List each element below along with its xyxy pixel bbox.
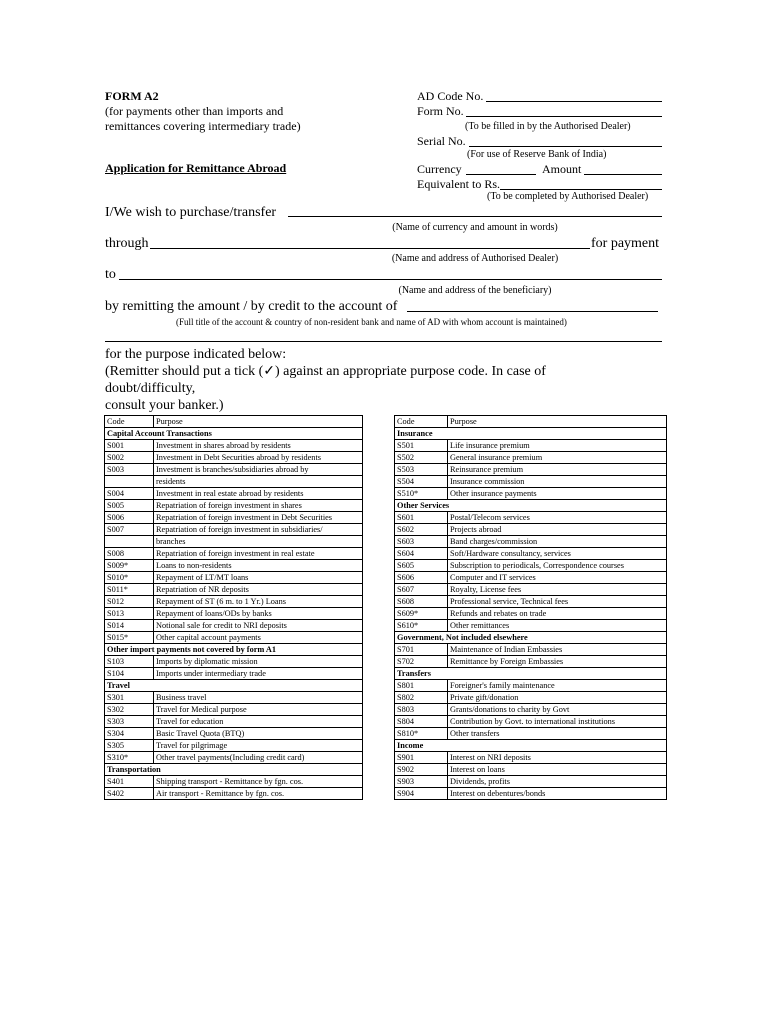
purpose-code[interactable]: S013: [105, 608, 154, 620]
purpose-description: Refunds and rebates on trade: [448, 608, 667, 620]
purpose-description: Life insurance premium: [448, 440, 667, 452]
purpose-code[interactable]: S608: [395, 596, 448, 608]
code-column-header: Code: [395, 416, 448, 428]
purpose-code-row: [105, 500, 363, 512]
purpose-description: Repatriation of foreign investment in Debt Securities: [154, 512, 363, 524]
purpose-code-row: [395, 464, 667, 476]
purpose-code-row: [105, 512, 363, 524]
form-title: FORM A2: [105, 89, 159, 103]
purpose-description: Dividends, profits: [448, 776, 667, 788]
purpose-description: Projects abroad: [448, 524, 667, 536]
purpose-code-row: [105, 752, 363, 764]
purpose-code-row: [105, 740, 363, 752]
purpose-description: branches: [154, 536, 363, 548]
rbi-use-note: (For use of Reserve Bank of India): [467, 149, 607, 160]
beneficiary-note: (Name and address of the beneficiary): [398, 285, 552, 296]
purpose-code-row: [395, 620, 667, 632]
purpose-description: Travel for pilgrimage: [154, 740, 363, 752]
purpose-description: Other capital account payments: [154, 632, 363, 644]
purpose-code[interactable]: S304: [105, 728, 154, 740]
purpose-description: Interest on NRI deposits: [448, 752, 667, 764]
purpose-code[interactable]: S310*: [105, 752, 154, 764]
purpose-code-row: [395, 572, 667, 584]
purpose-code-row: [395, 728, 667, 740]
purpose-description: Business travel: [154, 692, 363, 704]
purpose-code[interactable]: S610*: [395, 620, 448, 632]
purpose-description: Professional service, Technical fees: [448, 596, 667, 608]
through-text: through: [105, 236, 149, 251]
purpose-code-row: [105, 620, 363, 632]
purpose-code[interactable]: S903: [395, 776, 448, 788]
equivalent-label: Equivalent to Rs.: [417, 177, 500, 191]
purpose-line2: (Remitter should put a tick (✓) against an appropriate purpose code. In case of: [105, 364, 546, 379]
purpose-code[interactable]: S002: [105, 452, 154, 464]
purpose-code[interactable]: S502: [395, 452, 448, 464]
section-title: Income: [395, 740, 667, 752]
purpose-code[interactable]: S604: [395, 548, 448, 560]
section-header-row: [105, 644, 363, 656]
section-title: Insurance: [395, 428, 667, 440]
ad-code-field[interactable]: [486, 101, 662, 102]
purpose-code-row: [395, 596, 667, 608]
purpose-description: Repayment of loans/ODs by banks: [154, 608, 363, 620]
section-title: Travel: [105, 680, 363, 692]
purpose-description: Investment in Debt Securities abroad by residents: [154, 452, 363, 464]
purpose-description: Other transfers: [448, 728, 667, 740]
purpose-code-row: [105, 560, 363, 572]
purpose-code-row: [395, 476, 667, 488]
purpose-description: Repatriation of foreign investment in subsidiaries/: [154, 524, 363, 536]
purpose-description: Basic Travel Quota (BTQ): [154, 728, 363, 740]
purpose-code[interactable]: S810*: [395, 728, 448, 740]
purpose-code[interactable]: S003: [105, 464, 154, 476]
purpose-code-row: [105, 632, 363, 644]
purpose-code[interactable]: S015*: [105, 632, 154, 644]
purpose-code-row: [395, 584, 667, 596]
section-header-row: [395, 740, 667, 752]
table-header-row: [105, 416, 363, 428]
purpose-description: Royalty, License fees: [448, 584, 667, 596]
purpose-code-row: [105, 668, 363, 680]
purpose-description: Contribution by Govt. to international institutions: [448, 716, 667, 728]
purpose-code[interactable]: S010*: [105, 572, 154, 584]
amount-label: Amount: [542, 162, 582, 176]
completed-by-ad-note: (To be completed by Authorised Dealer): [487, 191, 649, 202]
purpose-description: Travel for education: [154, 716, 363, 728]
purpose-description: Imports by diplomatic mission: [154, 656, 363, 668]
purpose-code-row: [395, 704, 667, 716]
purpose-code-row: [395, 536, 667, 548]
purpose-description: Shipping transport - Remittance by fgn. cos.: [154, 776, 363, 788]
purpose-code-row: [395, 644, 667, 656]
purpose-code[interactable]: S901: [395, 752, 448, 764]
purpose-code[interactable]: S504: [395, 476, 448, 488]
account-field-line2[interactable]: [105, 341, 662, 342]
application-title: Application for Remittance Abroad: [105, 161, 287, 175]
purpose-description: Other insurance payments: [448, 488, 667, 500]
table-header-row: [395, 416, 667, 428]
purpose-description: Repatriation of foreign investment in shares: [154, 500, 363, 512]
section-header-row: [105, 428, 363, 440]
purpose-line4: consult your banker.): [105, 398, 224, 413]
purpose-code[interactable]: S008: [105, 548, 154, 560]
purpose-code[interactable]: S402: [105, 788, 154, 800]
purpose-code[interactable]: S401: [105, 776, 154, 788]
purpose-description: Computer and IT services: [448, 572, 667, 584]
purpose-code-row: [395, 692, 667, 704]
purpose-description: Loans to non-residents: [154, 560, 363, 572]
purpose-description: Air transport - Remittance by fgn. cos.: [154, 788, 363, 800]
purpose-code-row: [105, 596, 363, 608]
purpose-description: Notional sale for credit to NRI deposits: [154, 620, 363, 632]
right-purpose-code-table: [394, 415, 667, 800]
section-header-row: [105, 680, 363, 692]
purpose-description: Imports under intermediary trade: [154, 668, 363, 680]
purpose-code-row: [105, 692, 363, 704]
purpose-code-row: [105, 464, 363, 476]
purpose-code[interactable]: S012: [105, 596, 154, 608]
purpose-description: Repayment of LT/MT loans: [154, 572, 363, 584]
purpose-code[interactable]: S701: [395, 644, 448, 656]
purpose-code-row: [395, 608, 667, 620]
purpose-code-row: [105, 524, 363, 536]
purpose-code-row: [395, 488, 667, 500]
ad-name-note: (Name and address of Authorised Dealer): [391, 253, 559, 264]
purpose-code-row: [105, 704, 363, 716]
purpose-code-row: [395, 776, 667, 788]
purpose-code-row: [395, 548, 667, 560]
section-header-row: [395, 668, 667, 680]
to-text: to: [105, 267, 116, 282]
purpose-description: Postal/Telecom services: [448, 512, 667, 524]
purpose-code-row: [395, 560, 667, 572]
purpose-code-row: [105, 452, 363, 464]
purpose-code-row: [395, 788, 667, 800]
purpose-code[interactable]: S014: [105, 620, 154, 632]
purpose-description: Foreigner's family maintenance: [448, 680, 667, 692]
purpose-code-row: [395, 764, 667, 776]
serial-no-field[interactable]: [469, 146, 662, 147]
purpose-code-row: [105, 476, 363, 488]
form-subtitle-line2: remittances covering intermediary trade): [105, 119, 301, 133]
purpose-code[interactable]: [105, 536, 154, 548]
purpose-code-row: [395, 440, 667, 452]
purpose-code[interactable]: S605: [395, 560, 448, 572]
section-header-row: [105, 764, 363, 776]
purpose-code-row: [395, 524, 667, 536]
purpose-code[interactable]: S009*: [105, 560, 154, 572]
purpose-description: Soft/Hardware consultancy, services: [448, 548, 667, 560]
purpose-code[interactable]: S103: [105, 656, 154, 668]
section-title: Government, Not included elsewhere: [395, 632, 667, 644]
purpose-column-header: Purpose: [154, 416, 363, 428]
currency-note: (Name of currency and amount in words): [392, 222, 558, 233]
purpose-description: Private gift/donation: [448, 692, 667, 704]
purpose-description: Repatriation of foreign investment in real estate: [154, 548, 363, 560]
code-column-header: Code: [105, 416, 154, 428]
filled-by-ad-note: (To be filled in by the Authorised Dealer): [465, 121, 631, 132]
purpose-code[interactable]: S011*: [105, 584, 154, 596]
purpose-code-row: [105, 572, 363, 584]
section-title: Other Services: [395, 500, 667, 512]
purpose-code-row: [105, 584, 363, 596]
purpose-code[interactable]: S803: [395, 704, 448, 716]
purpose-code[interactable]: S902: [395, 764, 448, 776]
purpose-code[interactable]: S001: [105, 440, 154, 452]
purpose-description: Remittance by Foreign Embassies: [448, 656, 667, 668]
account-note: (Full title of the account & country of non-resident bank and name of AD with whom account is maintained): [176, 317, 567, 327]
purpose-code[interactable]: S503: [395, 464, 448, 476]
purpose-code-row: [105, 656, 363, 668]
purpose-code[interactable]: S904: [395, 788, 448, 800]
purpose-code-row: [105, 536, 363, 548]
purpose-description: Investment is branches/subsidiaries abroad by: [154, 464, 363, 476]
purpose-code[interactable]: S302: [105, 704, 154, 716]
purpose-description: Interest on debentures/bonds: [448, 788, 667, 800]
purpose-code-row: [105, 488, 363, 500]
purpose-code-row: [105, 776, 363, 788]
purpose-code[interactable]: S802: [395, 692, 448, 704]
purpose-code[interactable]: S609*: [395, 608, 448, 620]
purpose-code[interactable]: S510*: [395, 488, 448, 500]
purpose-code[interactable]: S007: [105, 524, 154, 536]
purpose-description: Maintenance of Indian Embassies: [448, 644, 667, 656]
purpose-description: Interest on loans: [448, 764, 667, 776]
purpose-code[interactable]: S603: [395, 536, 448, 548]
purpose-code[interactable]: [105, 476, 154, 488]
purpose-code-row: [105, 716, 363, 728]
purpose-description: Insurance commission: [448, 476, 667, 488]
currency-amount-field[interactable]: [288, 216, 662, 217]
purpose-code-row: [105, 728, 363, 740]
purpose-code[interactable]: S305: [105, 740, 154, 752]
section-title: Capital Account Transactions: [105, 428, 363, 440]
purpose-description: Repayment of ST (6 m. to 1 Yr.) Loans: [154, 596, 363, 608]
purpose-code[interactable]: S301: [105, 692, 154, 704]
purpose-code[interactable]: S004: [105, 488, 154, 500]
section-title: Other import payments not covered by form A1: [105, 644, 363, 656]
form-no-field[interactable]: [466, 116, 662, 117]
purpose-description: Grants/donations to charity by Govt: [448, 704, 667, 716]
currency-label: Currency: [417, 162, 462, 176]
purpose-description: Investment in shares abroad by residents: [154, 440, 363, 452]
form-no-label: Form No.: [417, 104, 464, 118]
purpose-code-row: [105, 608, 363, 620]
equivalent-field[interactable]: [500, 189, 662, 190]
purpose-description: Other travel payments(Including credit card): [154, 752, 363, 764]
serial-no-label: Serial No.: [417, 134, 466, 148]
purpose-code[interactable]: S303: [105, 716, 154, 728]
purpose-code[interactable]: S801: [395, 680, 448, 692]
purpose-description: Reinsurance premium: [448, 464, 667, 476]
purpose-line3: doubt/difficulty,: [105, 381, 196, 396]
for-payment-text: for payment: [591, 236, 660, 251]
purpose-code[interactable]: S702: [395, 656, 448, 668]
section-title: Transportation: [105, 764, 363, 776]
section-header-row: [395, 428, 667, 440]
currency-field[interactable]: [466, 174, 536, 175]
purpose-description: residents: [154, 476, 363, 488]
purpose-description: Subscription to periodicals, Correspondence courses: [448, 560, 667, 572]
section-title: Transfers: [395, 668, 667, 680]
purpose-code[interactable]: S804: [395, 716, 448, 728]
purpose-code[interactable]: S501: [395, 440, 448, 452]
authorised-dealer-field[interactable]: [150, 248, 590, 249]
purpose-description: Band charges/commission: [448, 536, 667, 548]
purpose-description: Travel for Medical purpose: [154, 704, 363, 716]
purpose-description: Investment in real estate abroad by residents: [154, 488, 363, 500]
account-field[interactable]: [407, 311, 658, 312]
purpose-code[interactable]: S601: [395, 512, 448, 524]
section-header-row: [395, 632, 667, 644]
purpose-code[interactable]: S606: [395, 572, 448, 584]
purpose-code-row: [395, 452, 667, 464]
purpose-description: General insurance premium: [448, 452, 667, 464]
purpose-code-row: [105, 788, 363, 800]
ad-code-label: AD Code No.: [417, 89, 484, 103]
purpose-code-row: [105, 548, 363, 560]
purchase-text: I/We wish to purchase/transfer: [105, 205, 277, 220]
purpose-description: Repatriation of NR deposits: [154, 584, 363, 596]
purpose-code[interactable]: S104: [105, 668, 154, 680]
purpose-code-row: [105, 440, 363, 452]
purpose-code[interactable]: S602: [395, 524, 448, 536]
amount-field[interactable]: [584, 174, 662, 175]
purpose-code[interactable]: S607: [395, 584, 448, 596]
form-subtitle-line1: (for payments other than imports and: [105, 104, 284, 118]
purpose-description: Other remittances: [448, 620, 667, 632]
purpose-code[interactable]: S005: [105, 500, 154, 512]
purpose-code[interactable]: S006: [105, 512, 154, 524]
purpose-column-header: Purpose: [448, 416, 667, 428]
purpose-code-row: [395, 680, 667, 692]
remitting-text: by remitting the amount / by credit to the account of: [105, 299, 398, 314]
purpose-code-row: [395, 512, 667, 524]
purpose-code-row: [395, 716, 667, 728]
section-header-row: [395, 500, 667, 512]
purpose-line1: for the purpose indicated below:: [105, 347, 287, 362]
left-purpose-code-table: [104, 415, 363, 800]
purpose-code-row: [395, 656, 667, 668]
beneficiary-field[interactable]: [119, 279, 662, 280]
purpose-code-row: [395, 752, 667, 764]
